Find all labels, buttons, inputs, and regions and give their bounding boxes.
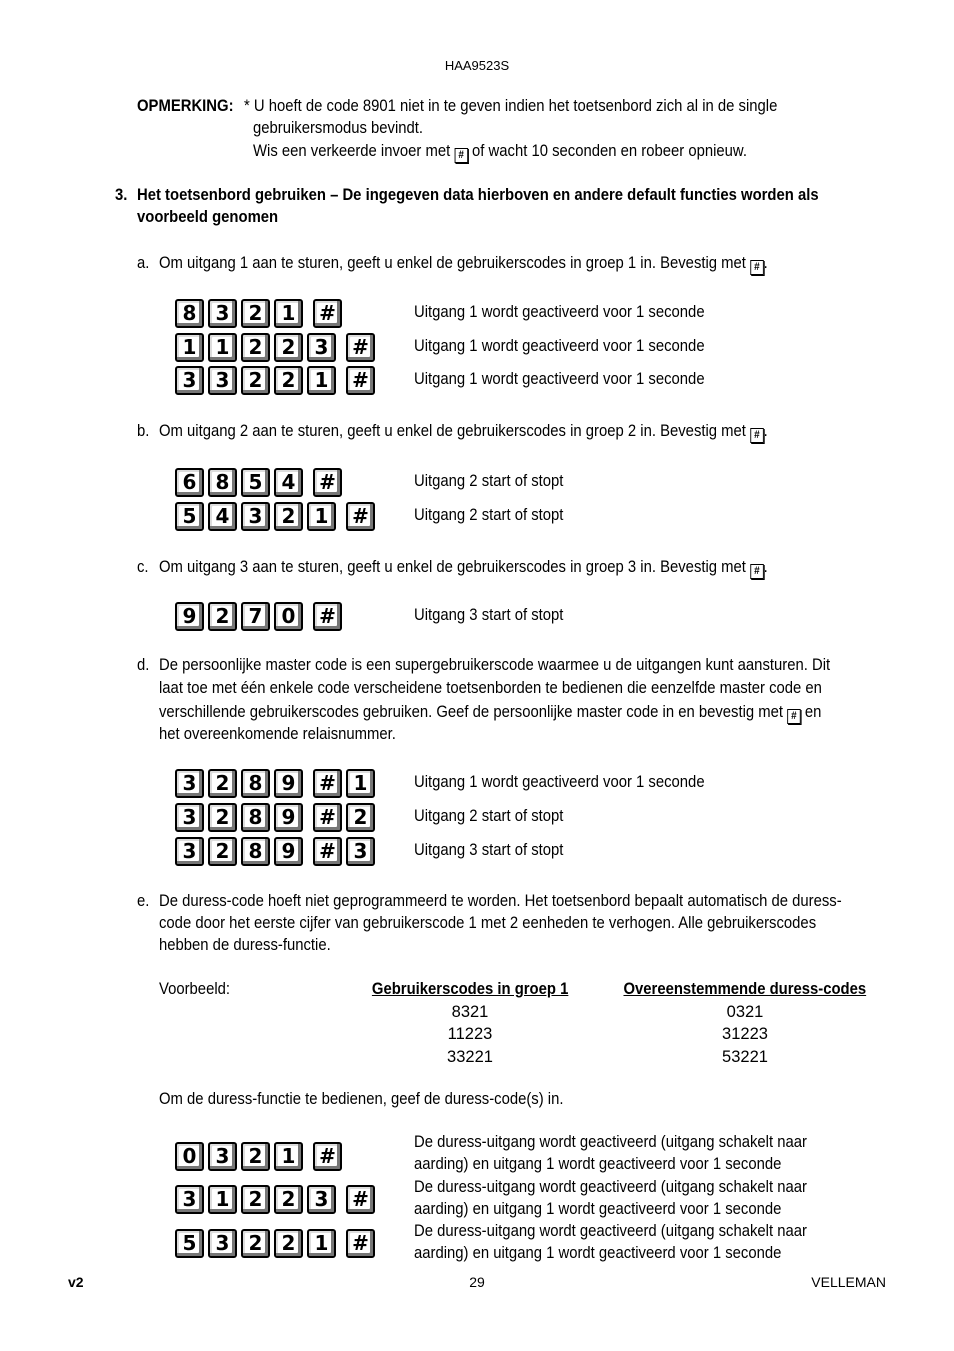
digit-key-icon: 2 <box>274 502 303 531</box>
section-title-line-2: voorbeeld genomen <box>137 208 279 226</box>
code-value: 0321 <box>726 1002 764 1021</box>
digit-key-icon: 3 <box>208 299 237 328</box>
keypad-sequence <box>175 332 379 362</box>
digit-key-icon: 5 <box>175 1229 204 1258</box>
keypad-result-description <box>414 1131 807 1175</box>
digit-key-icon: 0 <box>274 602 303 631</box>
digit-key-icon: 3 <box>307 1185 336 1214</box>
digit-key-icon: 8 <box>175 299 204 328</box>
digit-key-icon: 3 <box>175 803 204 832</box>
item-e-line-2: code door het eerste cijfer van gebruikerscode 1 met 2 eenheden te verhogen. Alle gebruikerscodes <box>159 914 817 932</box>
keypad-sequence <box>175 1184 379 1214</box>
digit-key-icon: 1 <box>307 502 336 531</box>
keypad-sequence <box>175 601 346 631</box>
description-line-1: De duress-uitgang wordt geactiveerd (uitgang schakelt naar <box>414 1178 807 1196</box>
item-c-letter: c. <box>137 558 149 576</box>
hash-key-icon: # <box>313 803 342 832</box>
example-label: Voorbeeld: <box>159 980 231 998</box>
digit-key-icon: 0 <box>175 1142 204 1171</box>
hash-key-icon: # <box>313 299 342 328</box>
item-c-text <box>159 556 768 579</box>
description-line-2: aarding) en uitgang 1 wordt geactiveerd voor 1 seconde <box>414 1155 782 1173</box>
user-codes-values <box>350 1001 590 1069</box>
keypad-result-description: Uitgang 2 start of stopt <box>414 506 564 524</box>
digit-key-icon: 2 <box>208 769 237 798</box>
digit-key-icon: 2 <box>208 602 237 631</box>
hash-key-icon: # <box>313 602 342 631</box>
footer-brand: VELLEMAN <box>811 1274 886 1290</box>
hash-key-icon: # <box>787 709 801 724</box>
item-e-line-1: De duress-code hoeft niet geprogrammeerd te worden. Het toetsenbord bepaalt automatisch de duress- <box>159 892 842 910</box>
description-line-1: De duress-uitgang wordt geactiveerd (uitgang schakelt naar <box>414 1133 807 1151</box>
item-d-line-1: De persoonlijke master code is een supergebruikerscode waarmee u de uitgangen kunt aansturen. Dit <box>159 656 831 674</box>
digit-key-icon: 2 <box>241 1229 270 1258</box>
note-line-2: gebruikersmodus bevindt. <box>253 119 424 137</box>
digit-key-icon: 1 <box>175 333 204 362</box>
item-d-line-3-end: en <box>804 703 822 721</box>
hash-key-icon: # <box>313 468 342 497</box>
note-label: OPMERKING: <box>137 97 234 115</box>
description-line-2: aarding) en uitgang 1 wordt geactiveerd voor 1 seconde <box>414 1200 782 1218</box>
keypad-sequence <box>175 365 379 395</box>
item-a-letter: a. <box>137 254 150 272</box>
digit-key-icon: 2 <box>274 333 303 362</box>
digit-key-icon: 6 <box>175 468 204 497</box>
hash-key-icon: # <box>750 428 764 443</box>
digit-key-icon: 1 <box>274 299 303 328</box>
footer-page-number: 29 <box>469 1274 485 1290</box>
hash-key-icon: # <box>313 769 342 798</box>
keypad-result-description: Uitgang 2 start of stopt <box>414 807 564 825</box>
hash-key-icon: # <box>346 1185 375 1214</box>
digit-key-icon: 1 <box>274 1142 303 1171</box>
item-e-line-3: hebben de duress-functie. <box>159 936 331 954</box>
digit-key-icon: 3 <box>175 366 204 395</box>
digit-key-icon: 3 <box>175 1185 204 1214</box>
duress-codes-values <box>600 1001 890 1069</box>
item-b-text <box>159 420 768 443</box>
note-line-3-end: of wacht 10 seconden en robeer opnieuw. <box>472 142 747 160</box>
hash-key-icon: # <box>346 333 375 362</box>
digit-key-icon: 2 <box>274 366 303 395</box>
digit-key-icon: 2 <box>241 1185 270 1214</box>
column-header-duress-codes: Overeenstemmende duress-codes <box>623 980 867 998</box>
keypad-result-description <box>414 1220 807 1264</box>
user-codes-column <box>350 978 590 1068</box>
digit-key-icon: 2 <box>346 803 375 832</box>
digit-key-icon: 2 <box>241 333 270 362</box>
digit-key-icon: 3 <box>208 1142 237 1171</box>
footer-version: v2 <box>68 1274 84 1290</box>
keypad-sequence <box>175 1141 346 1171</box>
digit-key-icon: 1 <box>307 1229 336 1258</box>
digit-key-icon: 1 <box>346 769 375 798</box>
item-e-letter: e. <box>137 892 150 910</box>
digit-key-icon: 2 <box>274 1229 303 1258</box>
digit-key-icon: 3 <box>208 1229 237 1258</box>
digit-key-icon: 3 <box>175 837 204 866</box>
column-header-user-codes: Gebruikerscodes in groep 1 <box>371 980 569 998</box>
item-d-line-4: het overeenkomende relaisnummer. <box>159 725 396 743</box>
section-title-line-1: Het toetsenbord gebruiken – De ingegeven data hierboven en andere default functies worden als <box>137 186 819 204</box>
digit-key-icon: 1 <box>208 1185 237 1214</box>
digit-key-icon: 8 <box>241 769 270 798</box>
hash-key-icon: # <box>313 837 342 866</box>
item-d-line-3-start: verschillende gebruikerscodes gebruiken. Geef de persoonlijke master code in en bevestig met <box>159 703 784 721</box>
section-number: 3. <box>115 186 128 204</box>
digit-key-icon: 3 <box>241 502 270 531</box>
digit-key-icon: 8 <box>241 837 270 866</box>
code-value: 33221 <box>447 1047 493 1066</box>
keypad-sequence <box>175 298 346 328</box>
hash-key-icon: # <box>454 148 468 163</box>
digit-key-icon: 7 <box>241 602 270 631</box>
keypad-sequence <box>175 802 379 832</box>
digit-key-icon: 8 <box>208 468 237 497</box>
digit-key-icon: 9 <box>274 803 303 832</box>
keypad-sequence <box>175 1228 379 1258</box>
hash-key-icon: # <box>313 1142 342 1171</box>
digit-key-icon: 3 <box>346 837 375 866</box>
digit-key-icon: 4 <box>274 468 303 497</box>
item-a-text-start: Om uitgang 1 aan te sturen, geeft u enkel de gebruikerscodes in groep 1 in. Bevestig met <box>159 254 746 272</box>
code-value: 53221 <box>722 1047 768 1066</box>
digit-key-icon: 9 <box>274 837 303 866</box>
keypad-sequence <box>175 501 379 531</box>
keypad-sequence <box>175 836 379 866</box>
duress-instruction: Om de duress-functie te bedienen, geef de duress-code(s) in. <box>159 1090 564 1108</box>
note-line-1: * U hoeft de code 8901 niet in te geven indien het toetsenbord zich al in de single <box>244 97 778 115</box>
item-d-line-3 <box>159 701 821 724</box>
digit-key-icon: 2 <box>241 299 270 328</box>
duress-codes-column <box>600 978 890 1068</box>
keypad-sequence <box>175 467 346 497</box>
keypad-result-description: Uitgang 1 wordt geactiveerd voor 1 seconde <box>414 303 705 321</box>
digit-key-icon: 9 <box>274 769 303 798</box>
digit-key-icon: 3 <box>208 366 237 395</box>
digit-key-icon: 5 <box>241 468 270 497</box>
hash-key-icon: # <box>346 502 375 531</box>
item-b-text-end: . <box>763 422 768 440</box>
keypad-sequence <box>175 768 379 798</box>
note-line-3 <box>253 140 747 163</box>
hash-key-icon: # <box>346 366 375 395</box>
item-b-text-start: Om uitgang 2 aan te sturen, geeft u enkel de gebruikerscodes in groep 2 in. Bevestig met <box>159 422 746 440</box>
digit-key-icon: 1 <box>307 366 336 395</box>
digit-key-icon: 2 <box>208 803 237 832</box>
item-d-line-2: laat toe met één enkele code verscheidene toetsenborden te bedienen die eenzelfde master code en <box>159 679 822 697</box>
keypad-result-description: Uitgang 2 start of stopt <box>414 472 564 490</box>
item-c-text-end: . <box>763 558 768 576</box>
code-value: 11223 <box>447 1025 493 1043</box>
hash-key-icon: # <box>346 1229 375 1258</box>
digit-key-icon: 9 <box>175 602 204 631</box>
document-code: HAA9523S <box>444 58 510 73</box>
hash-key-icon: # <box>750 260 764 275</box>
digit-key-icon: 2 <box>241 1142 270 1171</box>
digit-key-icon: 4 <box>208 502 237 531</box>
digit-key-icon: 2 <box>208 837 237 866</box>
digit-key-icon: 2 <box>274 1185 303 1214</box>
keypad-result-description: Uitgang 3 start of stopt <box>414 841 564 859</box>
digit-key-icon: 8 <box>241 803 270 832</box>
item-b-letter: b. <box>137 422 150 440</box>
digit-key-icon: 5 <box>175 502 204 531</box>
item-a-text-end: . <box>763 254 768 272</box>
item-d-letter: d. <box>137 656 150 674</box>
code-value: 31223 <box>722 1025 768 1043</box>
keypad-result-description: Uitgang 1 wordt geactiveerd voor 1 seconde <box>414 370 705 388</box>
hash-key-icon: # <box>750 564 764 579</box>
item-a-text <box>159 252 768 275</box>
keypad-result-description: Uitgang 1 wordt geactiveerd voor 1 seconde <box>414 773 705 791</box>
keypad-result-description: Uitgang 1 wordt geactiveerd voor 1 seconde <box>414 337 705 355</box>
digit-key-icon: 3 <box>175 769 204 798</box>
description-line-1: De duress-uitgang wordt geactiveerd (uitgang schakelt naar <box>414 1222 807 1240</box>
code-value: 8321 <box>451 1002 489 1021</box>
digit-key-icon: 1 <box>208 333 237 362</box>
description-line-2: aarding) en uitgang 1 wordt geactiveerd voor 1 seconde <box>414 1244 782 1262</box>
keypad-result-description: Uitgang 3 start of stopt <box>414 606 564 624</box>
digit-key-icon: 3 <box>307 333 336 362</box>
note-line-3-start: Wis een verkeerde invoer met <box>253 142 451 160</box>
keypad-result-description <box>414 1176 807 1220</box>
item-c-text-start: Om uitgang 3 aan te sturen, geeft u enkel de gebruikerscodes in groep 3 in. Bevestig met <box>159 558 746 576</box>
digit-key-icon: 2 <box>241 366 270 395</box>
